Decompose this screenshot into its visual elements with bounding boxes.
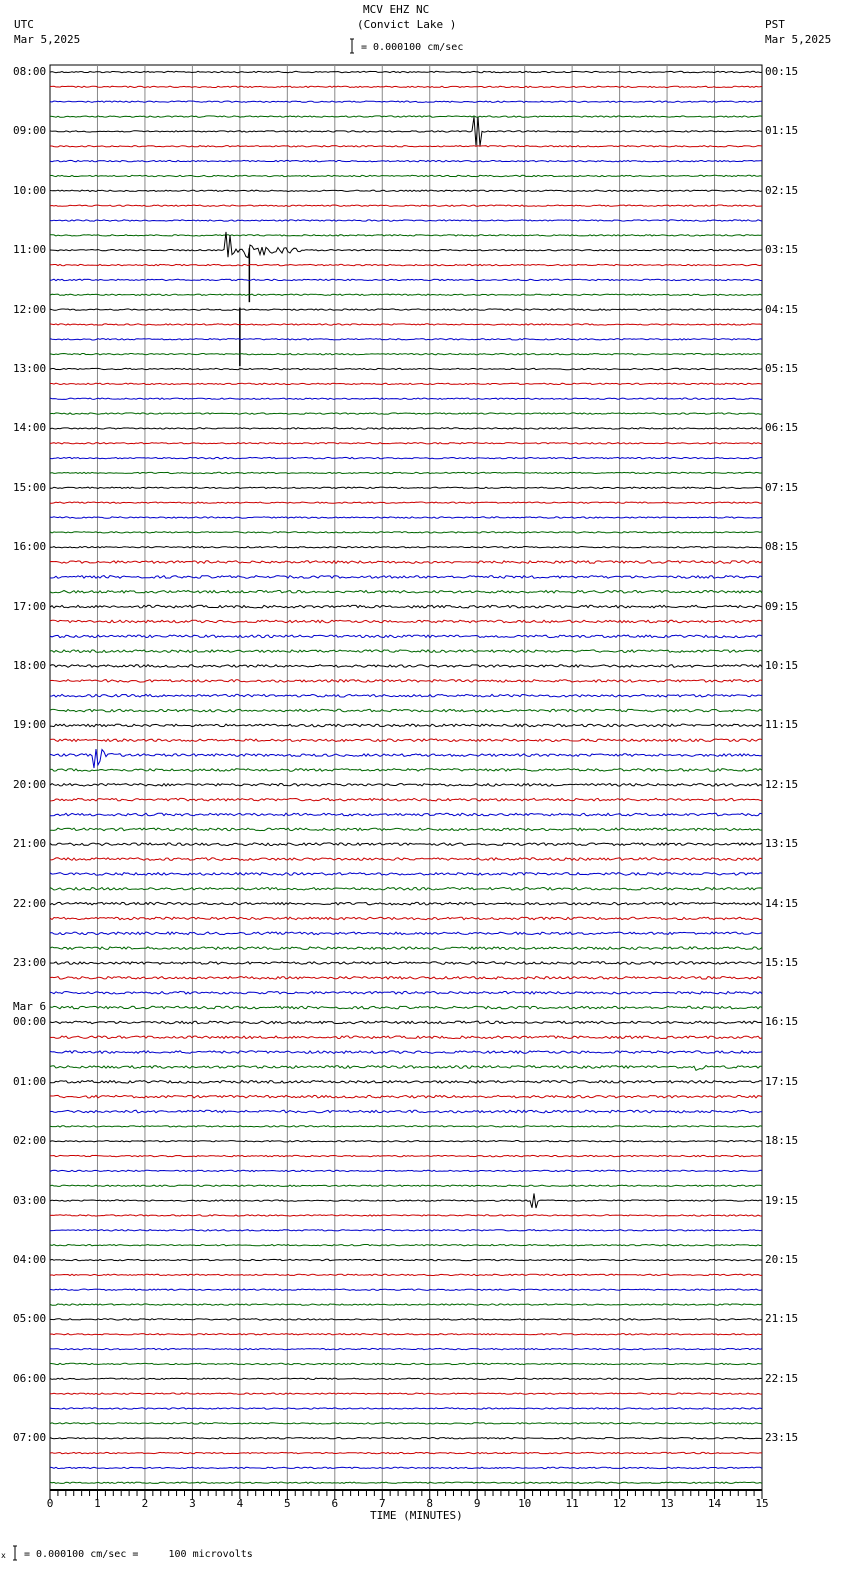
pst-hour-label: 18:15	[765, 1134, 799, 1148]
trace-line	[50, 502, 762, 503]
trace-line	[50, 160, 762, 161]
utc-hour-label: 14:00	[13, 421, 47, 435]
utc-hour-label: 20:00	[13, 777, 47, 791]
utc-hour-label: 07:00	[13, 1431, 47, 1445]
trace-line	[50, 472, 762, 473]
utc-hour-label: 13:00	[13, 362, 47, 375]
pst-hour-label: 00:15	[765, 65, 799, 78]
trace-line	[50, 1423, 762, 1424]
trace-line	[50, 220, 762, 221]
trace-line	[50, 1274, 762, 1275]
trace-line	[50, 749, 762, 768]
trace-line	[50, 1095, 762, 1098]
trace-line	[50, 739, 762, 742]
x-tick-label: 13	[660, 1497, 674, 1510]
trace-line	[50, 665, 762, 668]
trace-line	[50, 547, 762, 548]
pst-hour-label: 11:15	[765, 718, 799, 732]
trace-line	[50, 279, 762, 280]
trace-line	[50, 873, 762, 876]
trace-line	[50, 858, 762, 861]
location-title: (Convict Lake )	[357, 18, 457, 31]
trace-line	[50, 917, 762, 920]
pst-hour-label: 14:15	[765, 896, 799, 910]
right-timezone: PST	[765, 18, 785, 31]
pst-hour-label: 01:15	[765, 124, 799, 138]
utc-hour-label: 17:00	[13, 599, 47, 613]
trace-line	[50, 86, 762, 87]
trace-line	[50, 1334, 762, 1335]
x-tick-label: 12	[613, 1497, 627, 1510]
trace-line	[50, 1289, 762, 1290]
trace-line	[50, 724, 762, 727]
trace-line	[50, 205, 762, 206]
trace-line	[50, 1378, 762, 1379]
trace-line	[50, 991, 762, 994]
trace-line	[50, 235, 762, 236]
trace-line	[50, 784, 762, 787]
utc-hour-label: 12:00	[13, 302, 47, 316]
trace-line	[50, 947, 762, 950]
trace-line	[50, 561, 762, 564]
x-tick-label: 7	[378, 1497, 386, 1510]
trace-line	[50, 309, 762, 310]
pst-hour-label: 06:15	[765, 421, 799, 435]
trace-line	[50, 798, 762, 801]
x-tick-label: 15	[755, 1497, 769, 1510]
trace-line	[50, 1482, 762, 1483]
pst-hour-label: 10:15	[765, 659, 799, 672]
trace-line	[50, 813, 762, 816]
plot-frame	[50, 65, 762, 1490]
trace-line	[50, 1021, 762, 1024]
date-change-label: Mar 6	[13, 1000, 47, 1014]
pst-hour-label: 09:15	[765, 599, 799, 613]
utc-hour-label: 23:00	[13, 956, 47, 969]
trace-line	[50, 116, 762, 117]
pst-hour-label: 13:15	[765, 837, 799, 851]
trace-line	[50, 605, 762, 608]
pst-hour-label: 08:15	[765, 540, 799, 554]
trace-line	[50, 1259, 762, 1260]
trace-line	[50, 1126, 762, 1127]
station-title: MCV EHZ NC	[363, 3, 430, 16]
trace-line	[50, 1245, 762, 1246]
trace-line	[50, 264, 762, 265]
trace-line	[50, 354, 762, 355]
trace-line	[50, 1230, 762, 1231]
trace-line	[50, 709, 762, 712]
trace-line	[50, 1036, 762, 1039]
utc-hour-label: 01:00	[13, 1074, 47, 1088]
trace-line	[50, 1467, 762, 1468]
pst-hour-label: 19:15	[765, 1193, 799, 1207]
trace-line	[50, 1006, 762, 1009]
pst-hour-label: 21:15	[765, 1312, 799, 1326]
trace-line	[50, 1319, 762, 1320]
utc-hour-label: 18:00	[13, 659, 47, 672]
x-tick-label: 2	[141, 1497, 149, 1510]
x-tick-label: 3	[189, 1497, 196, 1510]
x-tick-label: 4	[236, 1497, 244, 1510]
trace-line	[50, 146, 762, 147]
footer-prefix: x	[1, 1551, 6, 1560]
trace-line	[50, 1363, 762, 1364]
pst-hour-label: 05:15	[765, 362, 799, 375]
trace-line	[50, 1170, 762, 1171]
trace-line	[50, 1393, 762, 1394]
scale-label: = 0.000100 cm/sec	[361, 42, 464, 53]
trace-line	[50, 1304, 762, 1305]
trace-line	[50, 635, 762, 638]
utc-hour-label: 10:00	[13, 183, 47, 197]
utc-hour-label: 15:00	[13, 480, 47, 494]
trace-line	[50, 457, 762, 458]
trace-line	[50, 1066, 762, 1071]
trace-line	[50, 888, 762, 891]
footer-scale-bar-icon	[13, 1546, 17, 1560]
x-tick-label: 14	[707, 1497, 722, 1510]
pst-hour-label: 17:15	[765, 1074, 799, 1088]
trace-line	[50, 620, 762, 623]
utc-hour-label: 02:00	[13, 1134, 47, 1148]
utc-hour-label: 11:00	[13, 243, 47, 257]
utc-hour-label: 08:00	[13, 65, 47, 78]
left-date: Mar 5,2025	[14, 33, 81, 46]
trace-line	[50, 71, 762, 72]
trace-line	[50, 576, 762, 579]
trace-line	[50, 1051, 762, 1054]
utc-hour-label: 00:00	[13, 1015, 47, 1029]
trace-line	[50, 487, 762, 488]
pst-hour-label: 23:15	[765, 1431, 799, 1445]
trace-line	[50, 1408, 762, 1409]
utc-hour-label: 21:00	[13, 837, 47, 851]
trace-line	[50, 1185, 762, 1186]
utc-hour-label: 16:00	[13, 540, 47, 554]
x-tick-label: 10	[518, 1497, 532, 1510]
pst-hour-label: 02:15	[765, 183, 799, 197]
trace-line	[50, 324, 762, 325]
utc-hour-label: 19:00	[13, 718, 47, 732]
left-timezone: UTC	[14, 18, 34, 31]
x-tick-label: 9	[473, 1497, 481, 1510]
pst-hour-label: 07:15	[765, 480, 799, 494]
trace-line	[50, 1110, 762, 1113]
x-tick-label: 6	[331, 1497, 339, 1510]
trace-line	[50, 932, 762, 935]
scale-bar-icon	[350, 39, 354, 53]
x-tick-label: 1	[94, 1497, 101, 1510]
utc-hour-label: 04:00	[13, 1253, 47, 1266]
trace-line	[50, 1438, 762, 1439]
trace-line	[50, 1348, 762, 1349]
pst-hour-label: 12:15	[765, 777, 799, 791]
trace-line	[50, 591, 762, 594]
x-axis-title: TIME (MINUTES)	[370, 1509, 463, 1522]
x-tick-label: 8	[426, 1497, 434, 1510]
trace-line	[50, 962, 762, 965]
trace-line	[50, 1155, 762, 1156]
utc-hour-label: 22:00	[13, 896, 47, 910]
trace-line	[50, 1215, 762, 1216]
trace-line	[50, 1452, 762, 1453]
trace-line	[50, 650, 762, 653]
trace-line	[50, 680, 762, 683]
trace-line	[50, 175, 762, 176]
right-date: Mar 5,2025	[765, 33, 832, 46]
utc-hour-label: 06:00	[13, 1371, 47, 1385]
x-tick-label: 0	[46, 1497, 54, 1510]
trace-line	[50, 843, 762, 846]
trace-line	[50, 443, 762, 444]
trace-line	[50, 101, 762, 102]
trace-line	[50, 339, 762, 340]
x-tick-label: 5	[284, 1497, 291, 1510]
trace-line	[50, 294, 762, 295]
trace-line	[50, 532, 762, 533]
trace-line	[50, 428, 762, 429]
trace-line	[50, 368, 762, 369]
pst-hour-label: 16:15	[765, 1015, 799, 1029]
pst-hour-label: 03:15	[765, 243, 799, 257]
trace-line	[50, 1141, 762, 1142]
trace-line	[50, 1194, 762, 1209]
pst-hour-label: 15:15	[765, 956, 799, 969]
trace-line	[50, 694, 762, 697]
utc-hour-label: 05:00	[13, 1312, 47, 1326]
trace-line	[50, 1081, 762, 1084]
pst-hour-label: 20:15	[765, 1253, 799, 1266]
trace-line	[50, 117, 762, 146]
trace-line	[50, 977, 762, 980]
trace-line	[50, 517, 762, 518]
trace-line	[50, 769, 762, 772]
utc-hour-label: 09:00	[13, 124, 47, 138]
trace-line	[50, 828, 762, 831]
pst-hour-label: 22:15	[765, 1371, 799, 1385]
utc-hour-label: 03:00	[13, 1193, 47, 1207]
trace-line	[50, 413, 762, 414]
trace-line	[50, 190, 762, 191]
x-tick-label: 11	[565, 1497, 579, 1510]
pst-hour-label: 04:15	[765, 302, 799, 316]
trace-line	[50, 902, 762, 905]
footer-scale-label: = 0.000100 cm/sec = 100 microvolts	[24, 1549, 253, 1560]
trace-line	[50, 383, 762, 384]
trace-line	[50, 398, 762, 399]
